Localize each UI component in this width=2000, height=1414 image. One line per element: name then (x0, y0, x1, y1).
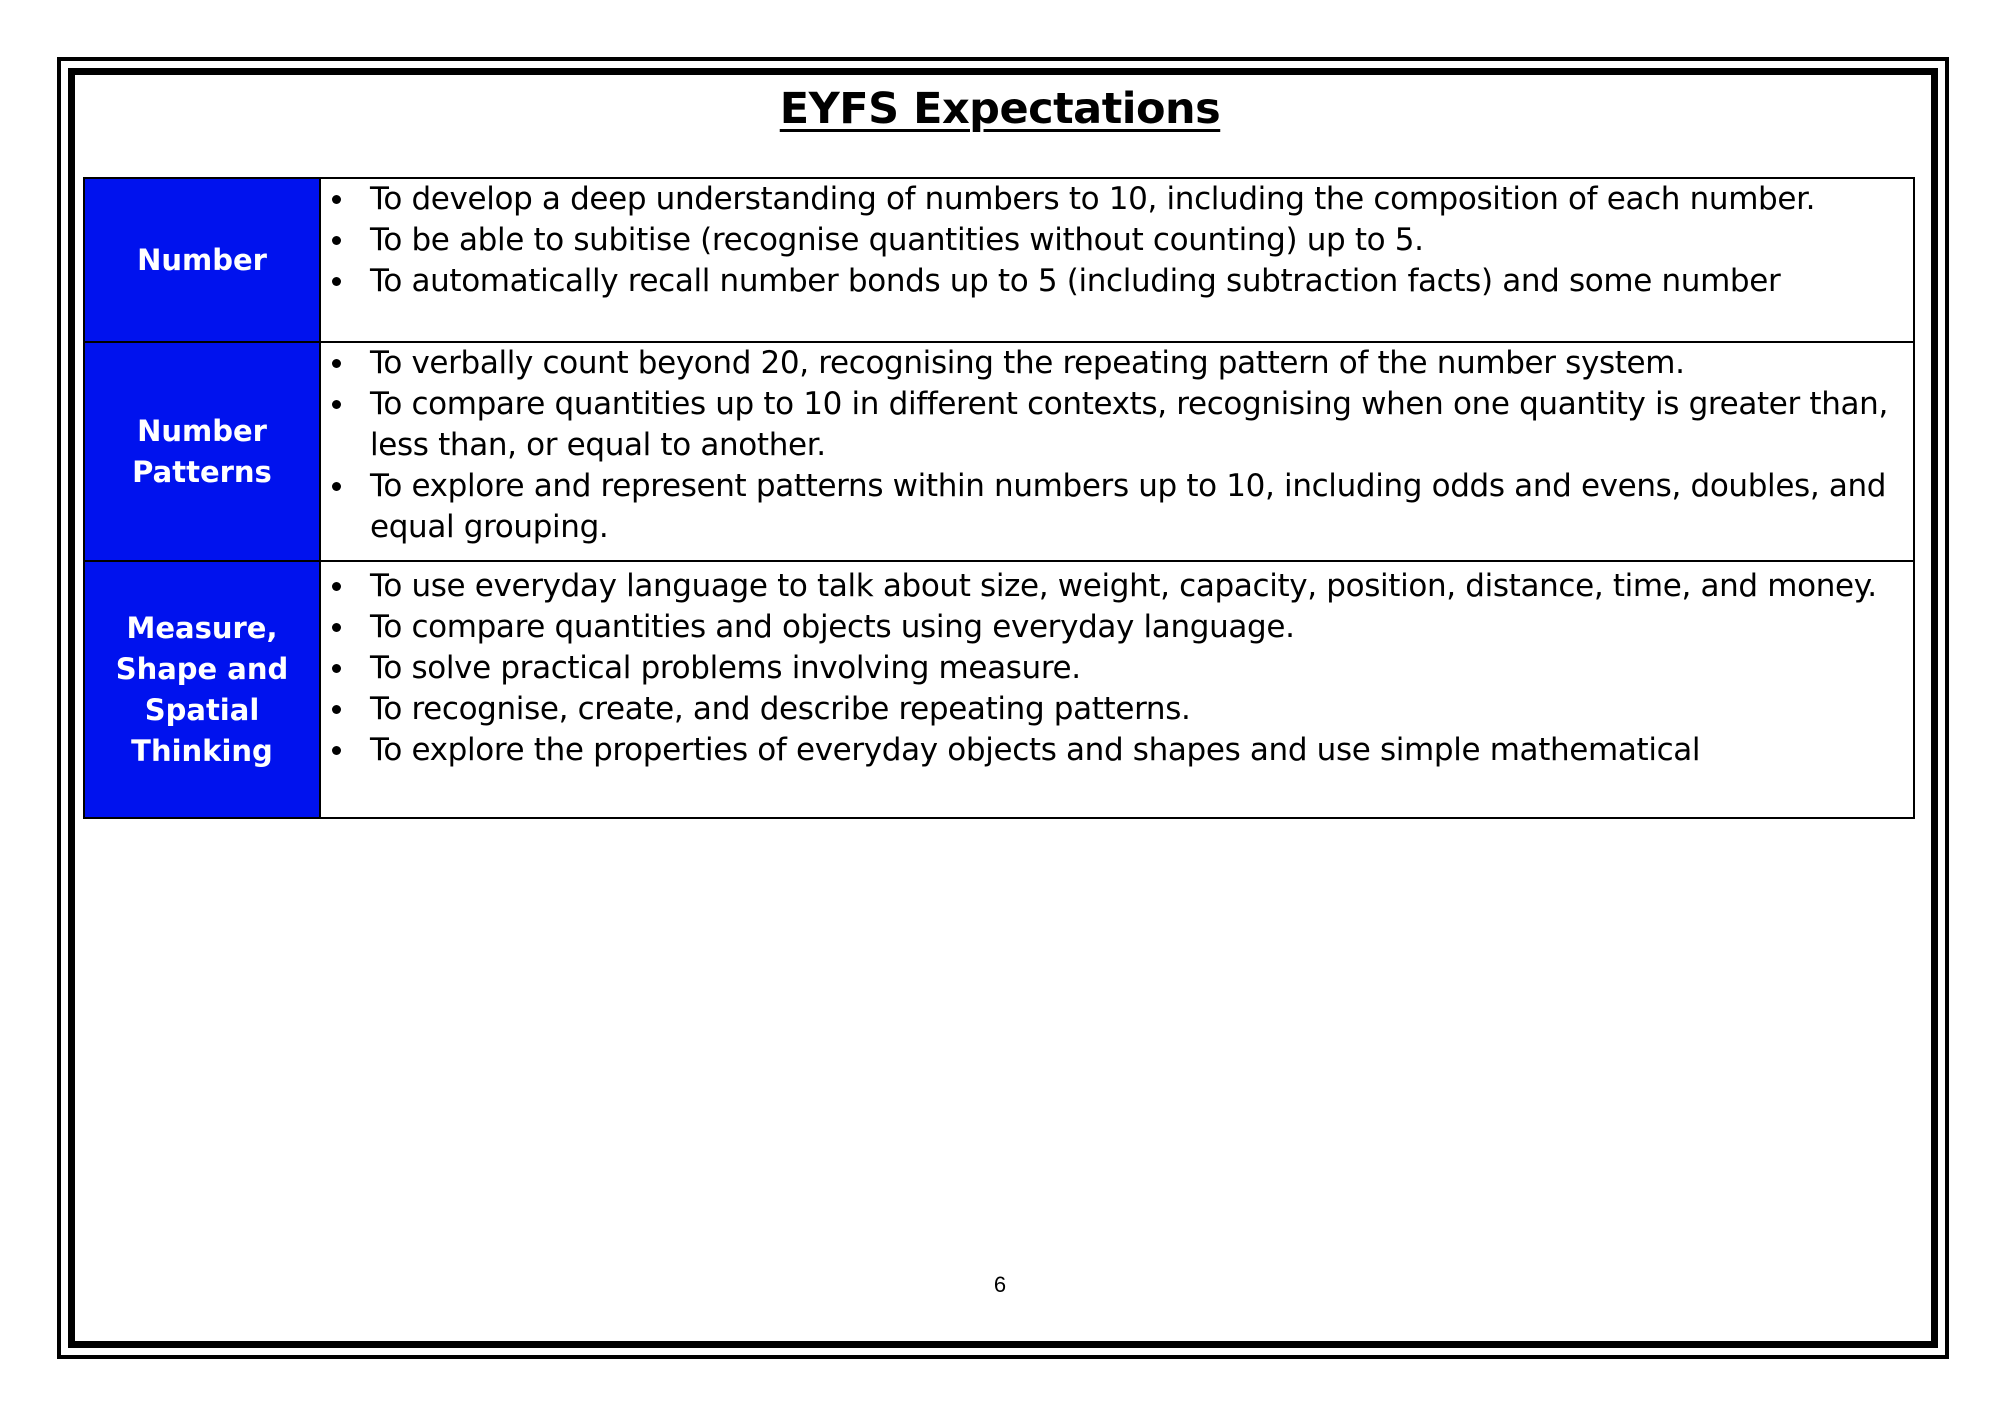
bullet-icon (332, 705, 341, 714)
point-text: To explore and represent patterns within numbers up to 10, including odds and evens, doubles, and equal grouping. (370, 468, 1887, 545)
expectations-table (83, 177, 1915, 819)
point-text: To recognise, create, and describe repeating patterns. (370, 691, 1191, 727)
points-cell-measure-shape-spatial (320, 561, 1914, 818)
bullet-icon (332, 195, 341, 204)
list-item (321, 607, 1913, 648)
point-text: To explore the properties of everyday objects and shapes and use simple mathematical (370, 732, 1701, 768)
bullet-icon (332, 746, 341, 755)
points-list-number-patterns (321, 343, 1913, 548)
list-item (321, 689, 1913, 730)
point-text: To automatically recall number bonds up to 5 (including subtraction facts) and some number (370, 263, 1781, 299)
bullet-icon (332, 277, 341, 286)
point-text: To compare quantities up to 10 in different contexts, recognising when one quantity is greater than, less than, or equal to another. (370, 386, 1888, 463)
points-cell-number (320, 178, 1914, 342)
table-row-number (84, 178, 1914, 342)
page-title (0, 84, 2000, 134)
bullet-icon (332, 623, 341, 632)
bullet-icon (332, 482, 341, 491)
list-item (321, 261, 1913, 302)
points-cell-number-patterns (320, 342, 1914, 561)
page-number: 6 (993, 1272, 1007, 1297)
bullet-icon (332, 400, 341, 409)
bullet-icon (332, 359, 341, 368)
table-row-number-patterns (84, 342, 1914, 561)
bullet-icon (332, 664, 341, 673)
list-item (321, 648, 1913, 689)
list-item (321, 220, 1913, 261)
list-item (321, 730, 1913, 771)
point-text: To compare quantities and objects using everyday language. (370, 609, 1295, 645)
bullet-icon (332, 236, 341, 245)
points-list-number (321, 179, 1913, 302)
points-list-measure-shape-spatial (321, 562, 1913, 771)
list-item (321, 179, 1913, 220)
list-item (321, 384, 1913, 466)
list-item (321, 566, 1913, 607)
area-label-measure-shape-spatial: Measure, Shape and Spatial Thinking (84, 561, 320, 818)
list-item (321, 466, 1913, 548)
list-item (321, 343, 1913, 384)
point-text: To use everyday language to talk about size, weight, capacity, position, distance, time, and money. (370, 568, 1877, 604)
point-text: To be able to subitise (recognise quantities without counting) up to 5. (370, 222, 1424, 258)
page-title-text: EYFS Expectations (779, 84, 1221, 134)
bullet-icon (332, 582, 341, 591)
point-text: To develop a deep understanding of numbers to 10, including the composition of each number. (370, 181, 1816, 217)
table-row-measure-shape-spatial (84, 561, 1914, 818)
area-label-number: Number (84, 178, 320, 342)
point-text: To solve practical problems involving measure. (370, 650, 1081, 686)
point-text: To verbally count beyond 20, recognising the repeating pattern of the number system. (370, 345, 1685, 381)
area-label-number-patterns: Number Patterns (84, 342, 320, 561)
